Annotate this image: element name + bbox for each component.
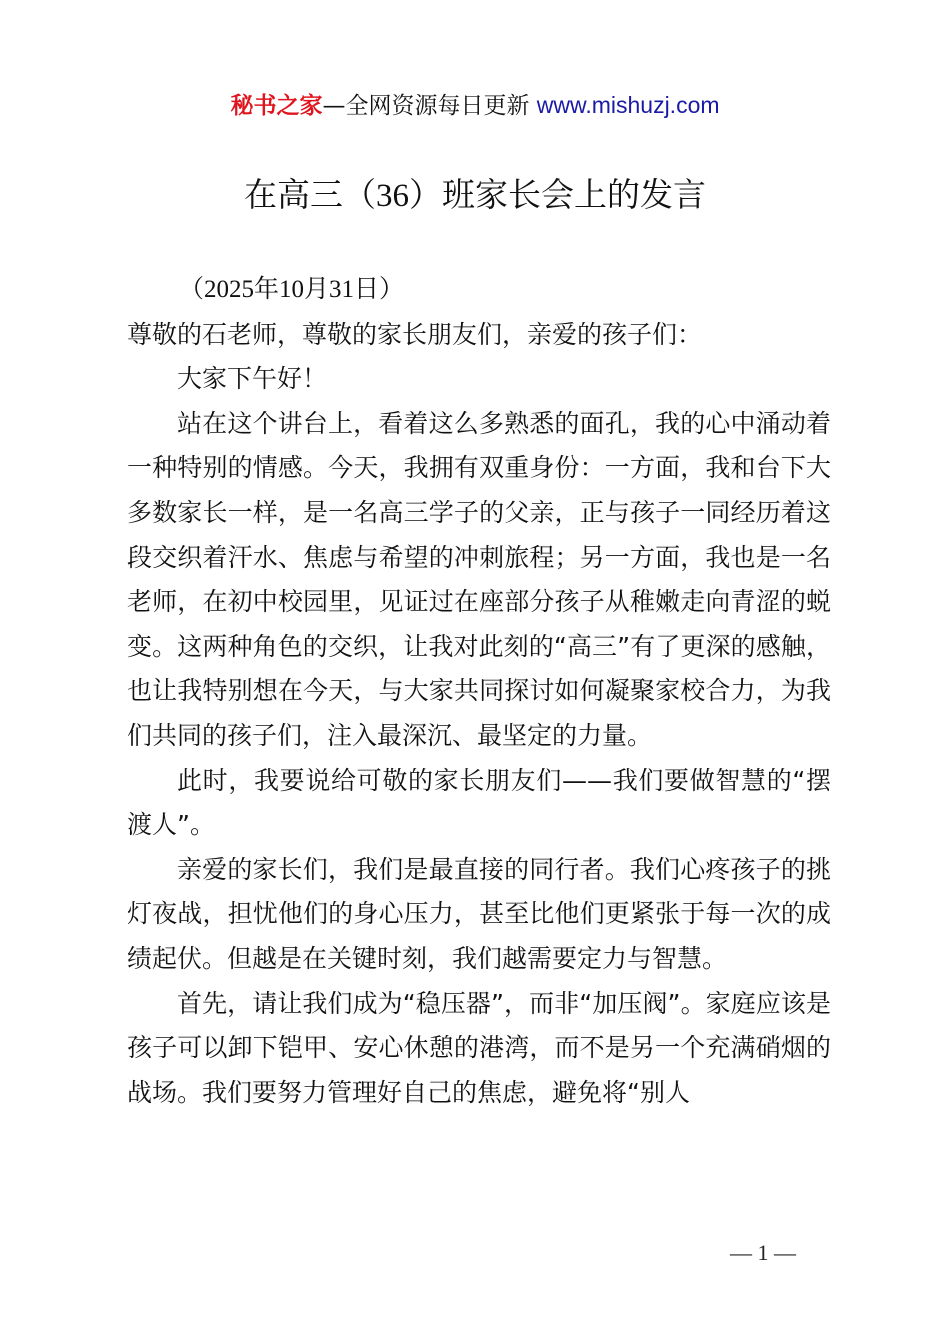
paragraph-stabilizer: 首先，请让我们成为“稳压器”，而非“加压阀”。家庭应该是孩子可以卸下铠甲、安心休憩的港湾，而不是另一个充满硝烟的战场。我们要努力管理好自己的焦虑，避免将“别人 [127, 988, 831, 1107]
page-title [0, 172, 950, 219]
site-banner [0, 88, 950, 123]
brand-name: 秘书之家 [230, 93, 323, 119]
site-url-link[interactable]: www.mishuzj.com [536, 92, 720, 118]
paragraph-parents: 亲爱的家长们，我们是最直接的同行者。我们心疼孩子的挑灯夜战，担忧他们的身心压力，甚至比他们更紧张于每一次的成绩起伏。但越是在关键时刻，我们越需要定力与智慧。 [127, 854, 831, 973]
banner-tagline: —全网资源每日更新 [322, 93, 537, 119]
speech-date: （2025年10月31日） [179, 276, 405, 303]
paragraph-greeting: 大家下午好！ [177, 364, 328, 394]
page-number: — 1 — [730, 1240, 796, 1265]
document-body [127, 268, 831, 1115]
title-suffix: ）班家长会上的发言 [409, 175, 706, 214]
salutation: 尊敬的石老师，尊敬的家长朋友们，亲爱的孩子们： [127, 319, 703, 349]
title-class-number: 36 [376, 178, 409, 214]
title-prefix: 在高三（ [244, 175, 376, 214]
paragraph-ferryman: 此时，我要说给可敬的家长朋友们——我们要做智慧的“摆渡人”。 [127, 765, 831, 840]
paragraph-intro: 站在这个讲台上，看着这么多熟悉的面孔，我的心中涌动着一种特别的情感。今天，我拥有双重身份：一方面，我和台下大多数家长一样，是一名高三学子的父亲，正与孩子一同经历着这段交织着汗水、焦虑与希望的冲刺旅程；另一方面，我也是一名老师，在初中校园里，见证过在座部分孩子从稚嫩走向青涩的蜕变。这两种角色的交织，让我对此刻的“高三”有了更深的感触，也让我特别想在今天，与大家共同探讨如何凝聚家校合力，为我们共同的孩子们，注入最深沉、最坚定的力量。 [127, 408, 831, 750]
